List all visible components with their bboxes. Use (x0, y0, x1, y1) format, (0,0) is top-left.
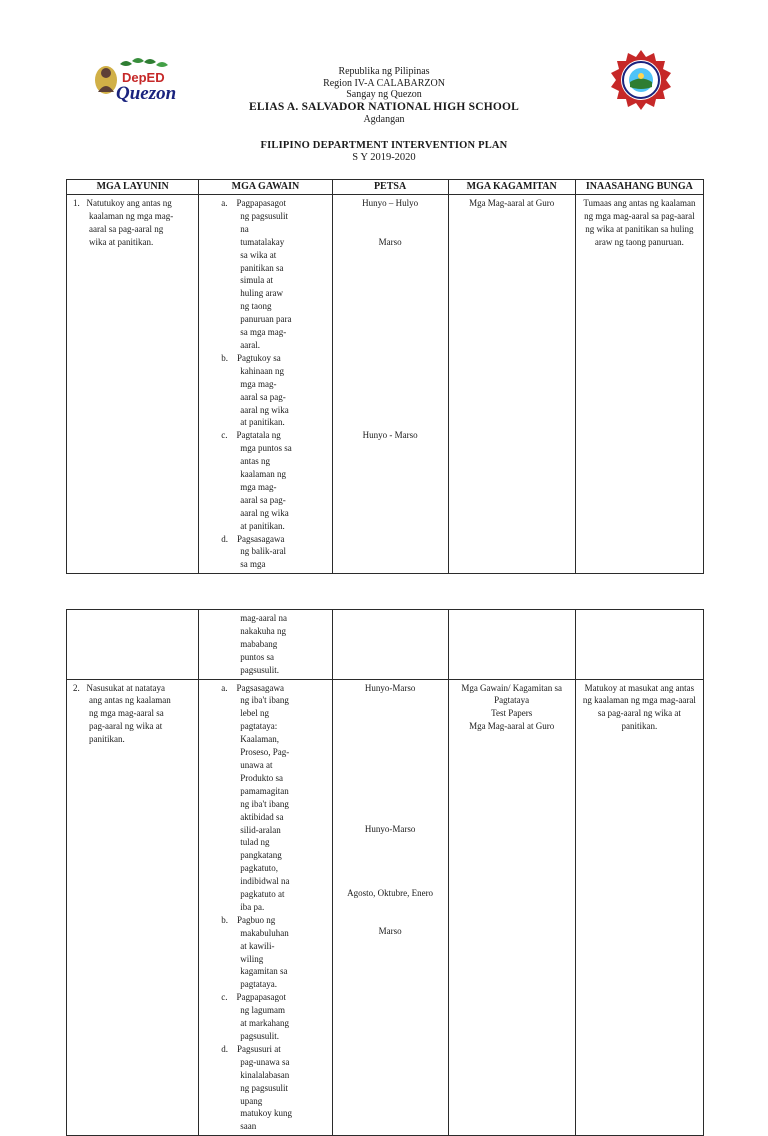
material-item: Mga Mag-aaral at Guro (469, 721, 555, 732)
objective-number: 1. (73, 198, 80, 208)
column-header-petsa: PETSA (332, 180, 448, 195)
plan-title-block (0, 140, 768, 164)
region-line: Region IV-A CALABARZON (323, 77, 445, 89)
objective-cell (67, 679, 199, 1136)
materials-cell (448, 610, 575, 680)
table-row (67, 679, 704, 1136)
plan-title: FILIPINO DEPARTMENT INTERVENTION PLAN (260, 140, 508, 151)
materials-cell (448, 679, 575, 1136)
division-line: Sangay ng Quezon (346, 89, 422, 100)
objective-number: 2. (73, 682, 80, 693)
date-entry: Marso (378, 237, 402, 247)
objective-text: Nasusukat at natataya ang antas ng kaalaman ng mga mag-aaral sa pag-aaral ng wika at panitikan. (86, 682, 171, 745)
date-entry: Hunyo - Marso (362, 430, 418, 440)
objective-text: Natutukoy ang antas ng kaalaman ng mga mag-aaral sa pag-aaral ng wika at panitikan. (86, 198, 174, 247)
activities-cell (199, 195, 332, 574)
table-header-row (67, 180, 704, 195)
material-item: Test Papers (491, 708, 533, 719)
activities-cell (199, 610, 332, 680)
column-header-layunin: MGA LAYUNIN (67, 180, 199, 195)
intervention-plan-table-page1 (66, 179, 704, 574)
intervention-plan-table-page2 (66, 609, 704, 1136)
column-header-kagamitan: MGA KAGAMITAN (448, 180, 575, 195)
date-cell (332, 195, 448, 574)
date-entry: Marso (378, 925, 402, 936)
activity-continuation: mag-aaral na nakakuha ng mababang puntos sa pagsusulit. (240, 613, 287, 675)
outcome-cell (575, 610, 703, 680)
school-location: Agdangan (363, 113, 405, 125)
school-year: S Y 2019-2020 (352, 152, 416, 163)
material-item: Mga Gawain/ Kagamitan sa Pagtataya (461, 682, 563, 706)
date-entry: Hunyo – Hulyo (362, 198, 419, 208)
activity-item: d. Pagsasagawa ng balik-aral sa mga (221, 533, 287, 570)
activity-item: b. Pagbuo ng makabuluhan at kawili-wiling kagamitan sa pagtataya. (221, 914, 289, 990)
document-header (0, 66, 768, 125)
objective-cell (67, 610, 199, 680)
activity-item: d. Pagsusuri at pag-unawa sa kinalalabasan ng pagsusulit upang matukoy kung saan (221, 1043, 293, 1132)
date-entry: Hunyo-Marso (364, 682, 416, 693)
date-cell (332, 610, 448, 680)
date-cell (332, 679, 448, 1136)
school-name: ELIAS A. SALVADOR NATIONAL HIGH SCHOOL (248, 100, 520, 113)
activity-item: b. Pagtukoy sa kahinaan ng mga mag-aaral sa pag-aaral ng wika at panitikan. (221, 352, 289, 428)
svg-text:Quezon: Quezon (116, 83, 177, 104)
activity-item: c. Pagpapasagot ng lagumam at markahang pagsusulit. (221, 992, 290, 1041)
republic-line: Republika ng Pilipinas (338, 66, 430, 77)
outcome-cell: Matukoy at masukat ang antas ng kaalaman ng mga mag-aaral sa pag-aaral ng wika at panitikan. (575, 679, 703, 1136)
svg-text:DepED: DepED (122, 70, 165, 85)
materials-cell: Mga Mag-aaral at Guro (448, 195, 575, 574)
activity-item: c. Pagtatala ng mga puntos sa antas ng kaalaman ng mga mag-aaral sa pag-aaral ng wika at panitikan. (221, 430, 292, 531)
table-row (67, 195, 704, 574)
column-header-gawain: MGA GAWAIN (199, 180, 332, 195)
activity-item: a. Pagsasagawa ng iba't ibang lebel ng pagtataya: Kaalaman, Proseso, Pag-unawa at Produkto sa pamamagitan ng iba't ibang aktibidad sa silid-aralan tulad ng pangkatang pagkatuto, indibidwal na pagkatuto at iba pa. (221, 682, 290, 912)
outcome-cell: Tumaas ang antas ng kaalaman ng mga mag-aaral sa pag-aaral ng wika at panitikan sa huling araw ng taong panuruan. (575, 195, 703, 574)
activities-cell (199, 679, 332, 1136)
date-entry: Hunyo-Marso (364, 823, 416, 834)
activity-item: a. Pagpapasagot ng pagsusulit na tumatalakay sa wika at panitikan sa simula at huling araw ng taong panuruan para sa mga mag-aaral. (221, 198, 292, 350)
date-entry: Agosto, Oktubre, Enero (347, 887, 434, 898)
table-row (67, 610, 704, 680)
objective-cell (67, 195, 199, 574)
column-header-bunga: INAASAHANG BUNGA (575, 180, 703, 195)
